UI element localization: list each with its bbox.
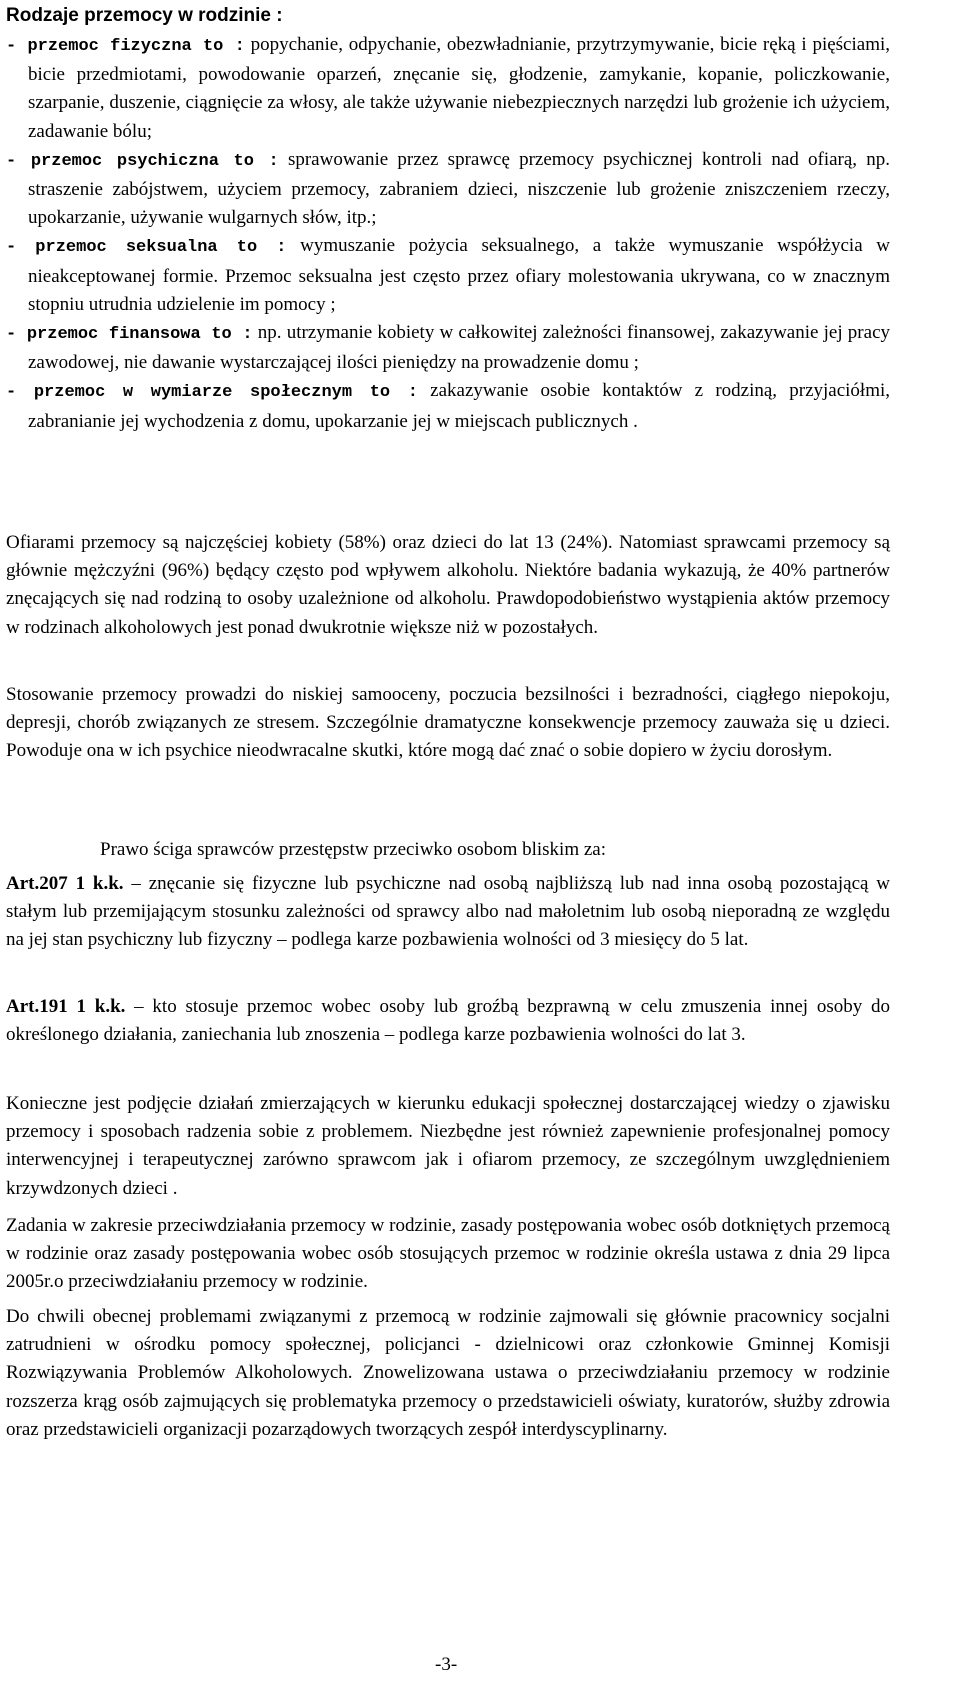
form-financial-text: np. utrzymanie kobiety w całkowitej zależności finansowej, zakazywanie jej pracy zawodowej, nie dawanie wystarczającej ilości pieniędzy na prowadzenie domu ; <box>28 322 890 374</box>
paragraph-law: Zadania w zakresie przeciwdziałania przemocy w rodzinie, zasady postępowania wobec osób dotkniętych przemocą w rodzinie oraz zasady postępowania wobec osób stosujących przemoc w rodzinie określa ustawa z dnia 29 lipca 2005r.o przeciwdziałaniu przemocy w rodzinie. <box>6 1215 890 1293</box>
form-sexual-text: wymuszanie pożycia seksualnego, a także wymuszanie współżycia w nieakceptowanej formie. Przemoc seksualna jest często przez ofiary molestowania ukrywana, co w znacznym stopniu utrudnia udzielenie im pomocy ; <box>28 235 891 315</box>
form-physical-text: popychanie, odpychanie, obezwładnianie, przytrzymywanie, bicie ręką i pięściami, bicie przedmiotami, powodowanie oparzeń, znęcanie się, głodzenie, zamykanie, kopanie, policzkowanie, szarpanie, duszenie, ciągnięcie za włosy, ale także używanie niebezpiecznych narzędzi lub grożenie ich użyciem, zadawanie bólu; <box>28 34 891 142</box>
page-title: Rodzaje przemocy w rodzinie : <box>6 5 283 26</box>
page-number: -3- <box>435 1654 458 1675</box>
form-social-lead: - przemoc w wymiarze społecznym to : <box>6 383 418 403</box>
form-sexual <box>6 232 890 319</box>
paragraph-actors: Do chwili obecnej problemami związanymi z przemocą w rodzinie zajmowali się głównie pracownicy socjalni zatrudnieni w ośrodku pomocy społecznej, policjanci - dzielnicowi oraz członkowie Gminnej Komisji Rozwiązywania Problemów Alkoholowych. Znowelizowana ustawa o przeciwdziałaniu przemocy w rodzinie rozszerza krąg osób zajmujących się problematyka przemocy o przedstawicieli oświaty, kuratorów, służby zdrowia oraz przedstawicieli organizacji pozarządowych tworzących zespół interdyscyplinarny. <box>6 1306 890 1440</box>
form-social <box>6 377 890 435</box>
paragraph-education: Konieczne jest podjęcie działań zmierzających w kierunku edukacji społecznej dostarczającej wiedzy o zjawisku przemocy i sposobach radzenia sobie z problemem. Niezbędne jest również zapewnienie profesjonalnej pomocy interwencyjnej i terapeutycznej zarówno sprawcom jak i ofiarom przemocy, ze szczególnym uwzględnieniem krzywdzonych dzieci . <box>6 1093 890 1199</box>
article-207-ref: Art.207 1 k.k. <box>6 873 124 894</box>
law-heading: Prawo ściga sprawców przestępstw przeciwko osobom bliskim za: <box>100 839 607 860</box>
form-psychological-lead: - przemoc psychiczna to : <box>6 151 279 171</box>
form-physical <box>6 31 890 146</box>
article-191-ref: Art.191 1 k.k. <box>6 996 126 1017</box>
paragraph-victims: Ofiarami przemocy są najczęściej kobiety (58%) oraz dzieci do lat 13 (24%). Natomiast sprawcami przemocy są głównie mężczyźni (96%) będący często pod wpływem alkoholu. Niektóre badania wykazują, że 40% partnerów znęcających się nad rodziną to osoby uzależnione od alkoholu. Prawdopodobieństwo wystąpienia aktów przemocy w rodzinach alkoholowych jest ponad dwukrotnie większe niż w pozostałych. <box>6 532 890 638</box>
form-sexual-lead: - przemoc seksualna to : <box>6 238 287 258</box>
article-191 <box>6 993 890 1049</box>
article-191-text: – kto stosuje przemoc wobec osoby lub groźbą bezprawną w celu zmuszenia innej osoby do określonego działania, zaniechania lub znoszenia – podlega karze pozbawienia wolności do lat 3. <box>6 996 890 1046</box>
form-financial <box>6 319 890 377</box>
form-psychological-text: sprawowanie przez sprawcę przemocy psychicznej kontroli nad ofiarą, np. straszenie zabójstwem, użyciem przemocy, zabraniem dzieci, niszczenie lub grożenie zniszczeniem rzeczy, upokarzanie, używanie wulgarnych słów, itp.; <box>28 148 890 229</box>
form-financial-lead: - przemoc finansowa to : <box>6 325 253 345</box>
article-207 <box>6 870 890 955</box>
form-social-text: zakazywanie osobie kontaktów z rodziną, przyjaciółmi, zabranianie jej wychodzenia z domu, upokarzanie jej w miejscach publicznych . <box>28 380 891 432</box>
paragraph-effects: Stosowanie przemocy prowadzi do niskiej samooceny, poczucia bezsilności i bezradności, ciągłego niepokoju, depresji, chorób związanych ze stresem. Szczególnie dramatyczne konsekwencje przemocy zauważa się u dzieci. Powoduje ona w ich psychice nieodwracalne skutki, które mogą dać znać o sobie dopiero w życiu dorosłym. <box>6 684 890 762</box>
form-physical-lead: - przemoc fizyczna to : <box>6 37 245 56</box>
article-207-text: – znęcanie się fizyczne lub psychiczne nad osobą najbliższą lub nad inna osobą pozostającą w stałym lub przemijającym stosunku zależności od sprawcy albo nad małoletnim lub osobą nieporadną ze względu na jej stan psychiczny lub fizyczny – podlega karze pozbawienia wolności od 3 miesięcy do 5 lat. <box>6 873 890 951</box>
violence-forms-list <box>6 31 890 436</box>
form-psychological <box>6 146 890 233</box>
